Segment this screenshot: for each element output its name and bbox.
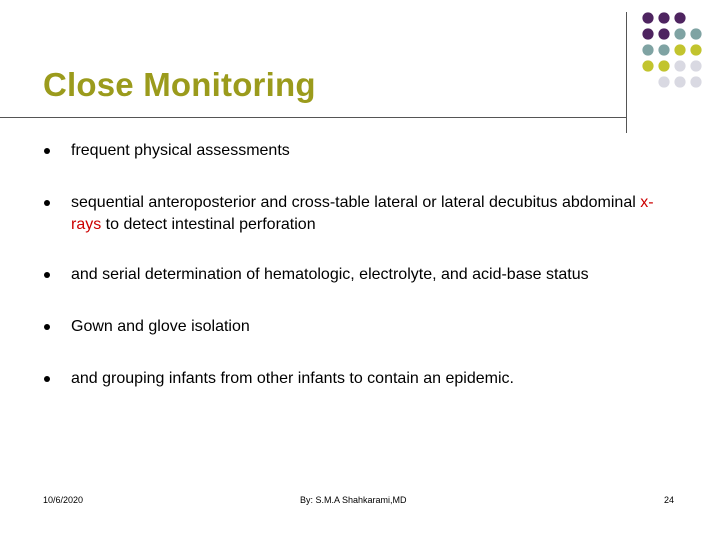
footer-date: 10/6/2020 [43, 495, 84, 505]
bullet-marker [44, 200, 50, 206]
bullet-text-segment: and serial determination of hematologic, electrolyte, and acid-base status [71, 266, 589, 283]
bullet-text-segment: Gown and glove isolation [71, 318, 250, 335]
bullet-marker [44, 272, 50, 278]
bullet-text [71, 140, 661, 162]
highlighted-term: x-rays [71, 194, 654, 233]
bullet-marker [44, 148, 50, 154]
bullet-text [71, 368, 661, 390]
bullet-text [71, 316, 661, 338]
bullet-text [71, 192, 661, 236]
bullet-text [71, 264, 661, 286]
slide-title: Close Monitoring [43, 66, 316, 103]
footer-author: By: S.M.A Shahkarami,MD [300, 495, 407, 505]
bullet-text-segment: to detect intestinal perforation [101, 216, 316, 233]
footer-page-number: 24 [664, 495, 675, 505]
bullet-text-segment: sequential anteroposterior and cross-table lateral or lateral decubitus abdominal [71, 194, 641, 211]
bullet-text-segment: frequent physical assessments [71, 142, 290, 159]
bullet-marker [44, 324, 50, 330]
bullet-marker [44, 376, 50, 382]
bullet-text-segment: and grouping infants from other infants to contain an epidemic. [71, 370, 514, 387]
